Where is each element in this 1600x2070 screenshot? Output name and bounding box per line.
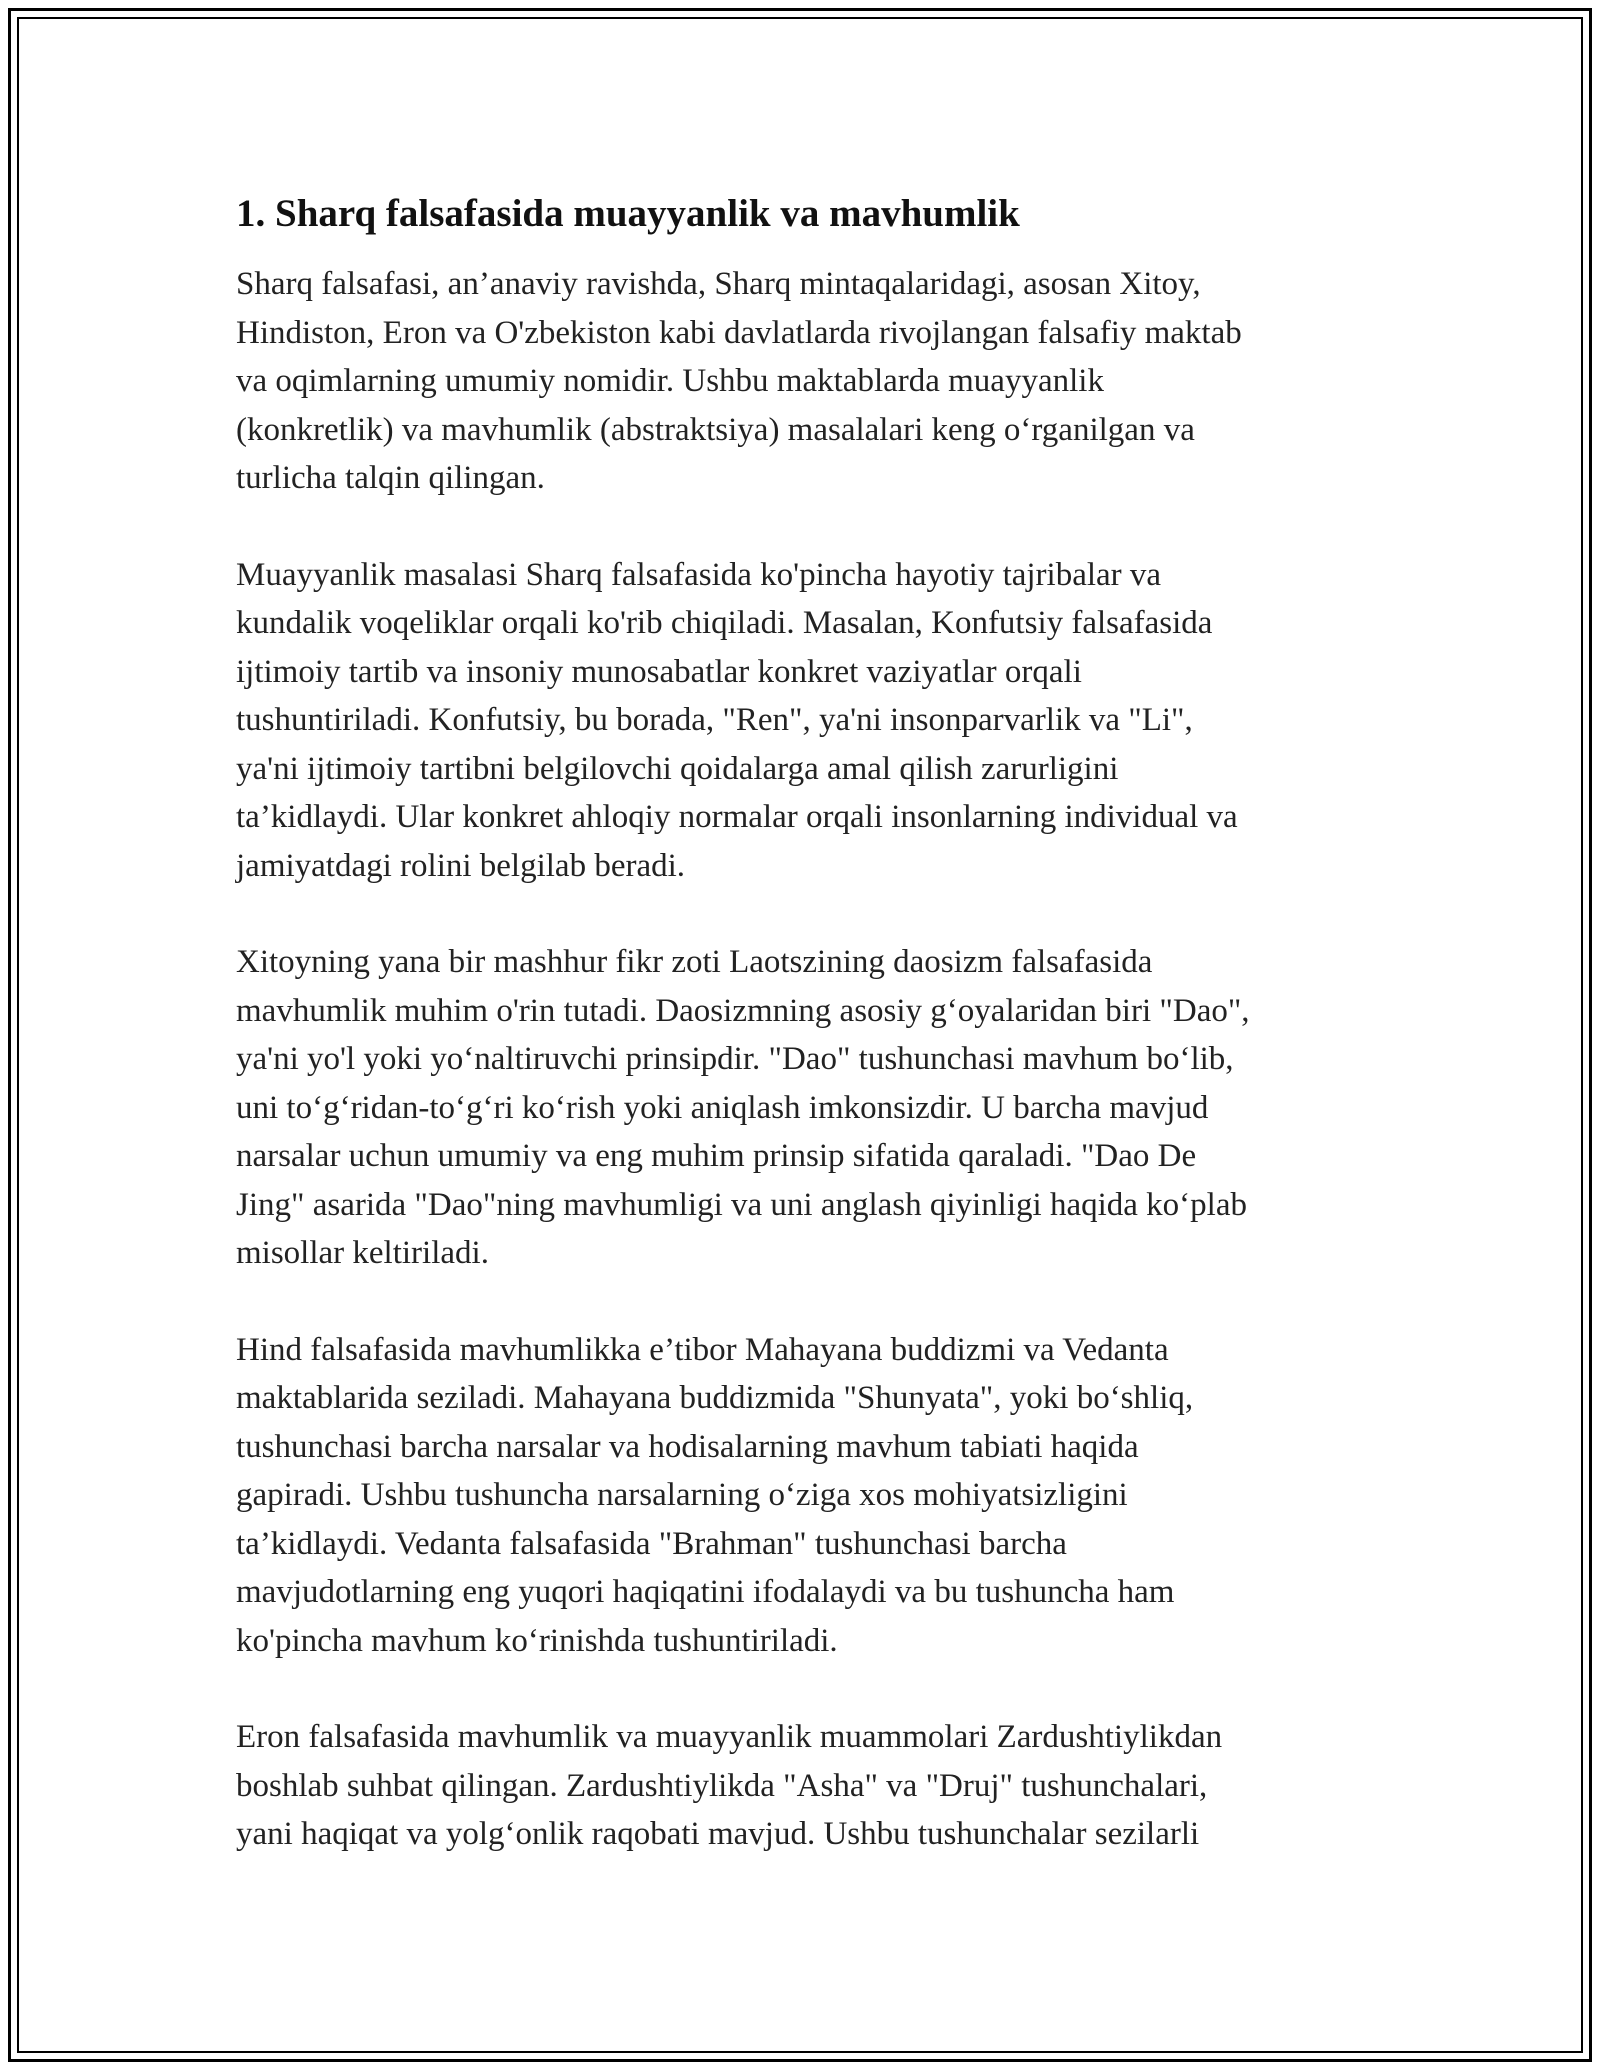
text-line: Xitoyning yana bir mashhur fikr zoti Laotszining daosizm falsafasida — [236, 944, 1153, 980]
text-line: va oqimlarning umumiy nomidir. Ushbu maktablarda muayyanlik — [236, 363, 1104, 399]
text-line: yani haqiqat va yolg‘onlik raqobati mavjud. Ushbu tushunchalar sezilarli — [236, 1816, 1200, 1852]
text-line: boshlab suhbat qilingan. Zardushtiylikda "Asha" va "Druj" tushunchalari, — [236, 1767, 1208, 1804]
text-line: Hind falsafasida mavhumlikka e’tibor Mahayana buddizmi va Vedanta — [236, 1331, 1169, 1368]
paragraph-5 — [236, 1713, 1376, 1859]
text-line: (konkretlik) va mavhumlik (abstraktsiya) masalalari keng o‘rganilgan va — [236, 411, 1195, 448]
paragraph-1 — [236, 260, 1376, 503]
text-line: maktablarida seziladi. Mahayana buddizmida "Shunyata", yoki bo‘shliq, — [236, 1380, 1194, 1416]
text-line: ko'pincha mavhum ko‘rinishda tushuntiriladi. — [236, 1622, 838, 1659]
paragraph-2 — [236, 551, 1376, 891]
section-heading: 1. Sharq falsafasida muayyanlik va mavhumlik — [236, 192, 1020, 235]
paragraph-3 — [236, 938, 1376, 1278]
text-line: turlicha talqin qilingan. — [236, 460, 545, 496]
text-line: ijtimoiy tartib va insoniy munosabatlar konkret vaziyatlar orqali — [236, 653, 1082, 690]
text-line: mavhumlik muhim o'rin tutadi. Daosizmning asosiy g‘oyalaridan biri "Dao", — [236, 992, 1250, 1029]
text-line: narsalar uchun umumiy va eng muhim prinsip sifatida qaraladi. "Dao De — [236, 1138, 1197, 1174]
text-line: misollar keltiriladi. — [236, 1235, 489, 1271]
text-line: kundalik voqeliklar orqali ko'rib chiqiladi. Masalan, Konfutsiy falsafasida — [236, 605, 1213, 641]
text-line: jamiyatdagi rolini belgilab beradi. — [236, 847, 686, 884]
text-line: gapiradi. Ushbu tushuncha narsalarning o‘ziga xos mohiyatsizligini — [236, 1477, 1128, 1513]
text-line: Muayyanlik masalasi Sharq falsafasida ko'pincha hayotiy tajribalar va — [236, 556, 1162, 593]
text-line: Hindiston, Eron va O'zbekiston kabi davlatlarda rivojlangan falsafiy maktab — [236, 314, 1242, 351]
text-line: ya'ni yo'l yoki yo‘naltiruvchi prinsipdir. "Dao" tushunchasi mavhum bo‘lib, — [236, 1041, 1234, 1077]
text-line: mavjudotlarning eng yuqori haqiqatini ifodalaydi va bu tushuncha ham — [236, 1574, 1175, 1610]
text-line: uni to‘g‘ridan-to‘g‘ri ko‘rish yoki aniqlash imkonsizdir. U barcha mavjud — [236, 1089, 1209, 1126]
text-line: ta’kidlaydi. Vedanta falsafasida "Brahman" tushunchasi barcha — [236, 1525, 1067, 1562]
text-line: Sharq falsafasi, an’anaviy ravishda, Sharq mintaqalaridagi, asosan Xitoy, — [236, 266, 1201, 302]
text-line: tushuntiriladi. Konfutsiy, bu borada, "Ren", ya'ni insonparvarlik va "Li", — [236, 702, 1193, 738]
text-line: tushunchasi barcha narsalar va hodisalarning mavhum tabiati haqida — [236, 1428, 1139, 1465]
paragraph-4 — [236, 1326, 1376, 1666]
text-line: Jing" asarida "Dao"ning mavhumligi va uni anglash qiyinligi haqida ko‘plab — [236, 1186, 1247, 1223]
text-line: ta’kidlaydi. Ular konkret ahloqiy normalar orqali insonlarning individual va — [236, 799, 1238, 835]
document-body — [236, 186, 1376, 1907]
text-line: ya'ni ijtimoiy tartibni belgilovchi qoidalarga amal qilish zarurligini — [236, 750, 1119, 787]
text-line: Eron falsafasida mavhumlik va muayyanlik muammolari Zardushtiylikdan — [236, 1719, 1223, 1755]
